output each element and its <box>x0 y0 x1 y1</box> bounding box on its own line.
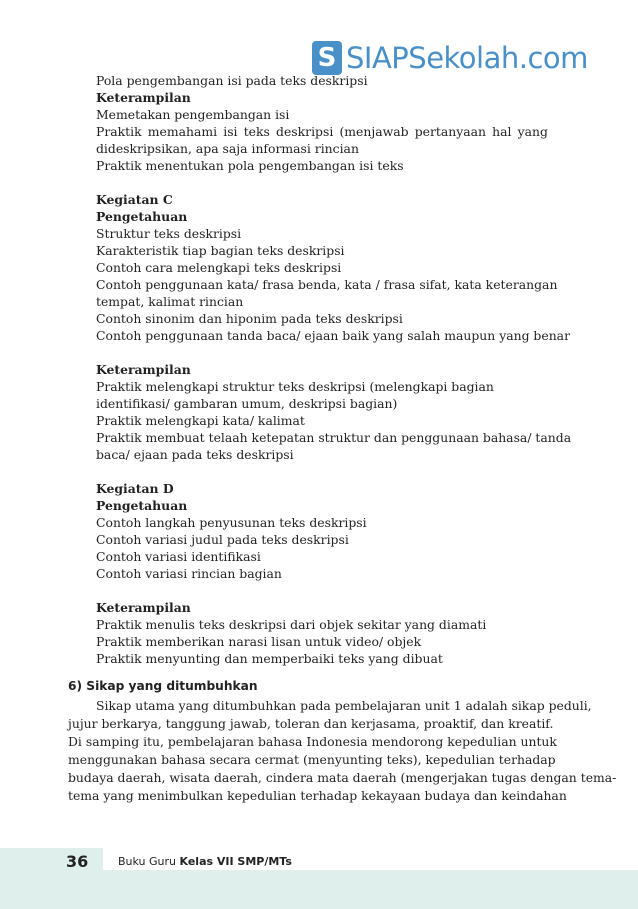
content-subheading: Pengetahuan <box>96 209 188 224</box>
section-heading: 6) Sikap yang ditumbuhkan <box>68 679 258 693</box>
footer-book-prefix: Buku Guru <box>118 855 180 868</box>
paragraph-line: Di samping itu, pembelajaran bahasa Indonesia mendorong kepedulian untuk <box>68 734 557 749</box>
content-line: dideskripsikan, apa saja informasi rincian <box>96 141 359 156</box>
content-line: identifikasi/ gambaran umum, deskripsi bagian) <box>96 396 398 411</box>
content-line: Contoh penggunaan kata/ frasa benda, kata / frasa sifat, kata keterangan <box>96 277 558 292</box>
content-word: pertanyaan <box>414 124 486 139</box>
paragraph-line: tema yang menimbulkan kepedulian terhadap kekayaan budaya dan keindahan <box>68 788 567 803</box>
content-word: memahami <box>147 124 218 139</box>
paragraph-line: budaya daerah, wisata daerah, cindera mata daerah (mengerjakan tugas dengan tema- <box>68 770 617 785</box>
content-line: Praktik menulis teks deskripsi dari objek sekitar yang diamati <box>96 617 487 632</box>
paragraph-line: menggunakan bahasa secara cermat (menyunting teks), kepedulian terhadap <box>68 752 556 767</box>
page-number: 36 <box>66 852 89 871</box>
content-subheading: Kegiatan C <box>96 192 173 207</box>
content-line: Contoh sinonim dan hiponim pada teks deskripsi <box>96 311 403 326</box>
content-line: tempat, kalimat rincian <box>96 294 244 309</box>
content-line: Pola pengembangan isi pada teks deskripsi <box>96 73 368 88</box>
content-line: Contoh variasi identifikasi <box>96 549 261 564</box>
content-word: (menjawab <box>339 124 409 139</box>
attitude-paragraph <box>68 697 617 805</box>
paragraph-line: jujur berkarya, tanggung jawab, toleran dan kerjasama, proaktif, dan kreatif. <box>68 716 554 731</box>
content-word: hal <box>492 124 512 139</box>
content-line-justified <box>96 123 548 140</box>
content-word: yang <box>517 124 548 139</box>
content-subheading: Keterampilan <box>96 600 191 615</box>
content-line: baca/ ejaan pada teks deskripsi <box>96 447 294 462</box>
footer-book-class: Kelas VII SMP/MTs <box>179 855 292 868</box>
content-line: Praktik membuat telaah ketepatan struktur dan penggunaan bahasa/ tanda <box>96 430 572 445</box>
content-line: Contoh variasi judul pada teks deskripsi <box>96 532 349 547</box>
content-line: Praktik memberikan narasi lisan untuk video/ objek <box>96 634 422 649</box>
content-line: Contoh cara melengkapi teks deskripsi <box>96 260 342 275</box>
content-subheading: Keterampilan <box>96 362 191 377</box>
content-word: deskripsi <box>276 124 334 139</box>
content-word: Praktik <box>96 124 142 139</box>
content-line: Struktur teks deskripsi <box>96 226 242 241</box>
content-word: isi <box>223 124 238 139</box>
watermark-text: SIAPSekolah.com <box>346 41 588 75</box>
content-word: teks <box>243 124 270 139</box>
content-line: Praktik melengkapi struktur teks deskripsi (melengkapi bagian <box>96 379 494 394</box>
watermark-logo: S <box>312 41 342 75</box>
paragraph-line: Sikap utama yang ditumbuhkan pada pembelajaran unit 1 adalah sikap peduli, <box>96 698 592 713</box>
activity-content-list <box>96 72 572 667</box>
content-line: Contoh penggunaan tanda baca/ ejaan baik yang salah maupun yang benar <box>96 328 570 343</box>
content-line: Praktik melengkapi kata/ kalimat <box>96 413 305 428</box>
content-subheading: Pengetahuan <box>96 498 188 513</box>
content-line: Contoh langkah penyusunan teks deskripsi <box>96 515 367 530</box>
content-line: Praktik menentukan pola pengembangan isi teks <box>96 158 404 173</box>
footer-book-title <box>118 855 292 868</box>
content-line: Praktik menyunting dan memperbaiki teks yang dibuat <box>96 651 443 666</box>
content-line: Contoh variasi rincian bagian <box>96 566 282 581</box>
content-subheading: Keterampilan <box>96 90 191 105</box>
content-spacer <box>96 174 548 191</box>
content-spacer <box>96 582 548 599</box>
content-spacer <box>96 463 548 480</box>
content-line: Karakteristik tiap bagian teks deskripsi <box>96 243 345 258</box>
content-spacer <box>96 344 548 361</box>
content-subheading: Kegiatan D <box>96 481 174 496</box>
content-line: Memetakan pengembangan isi <box>96 107 290 122</box>
